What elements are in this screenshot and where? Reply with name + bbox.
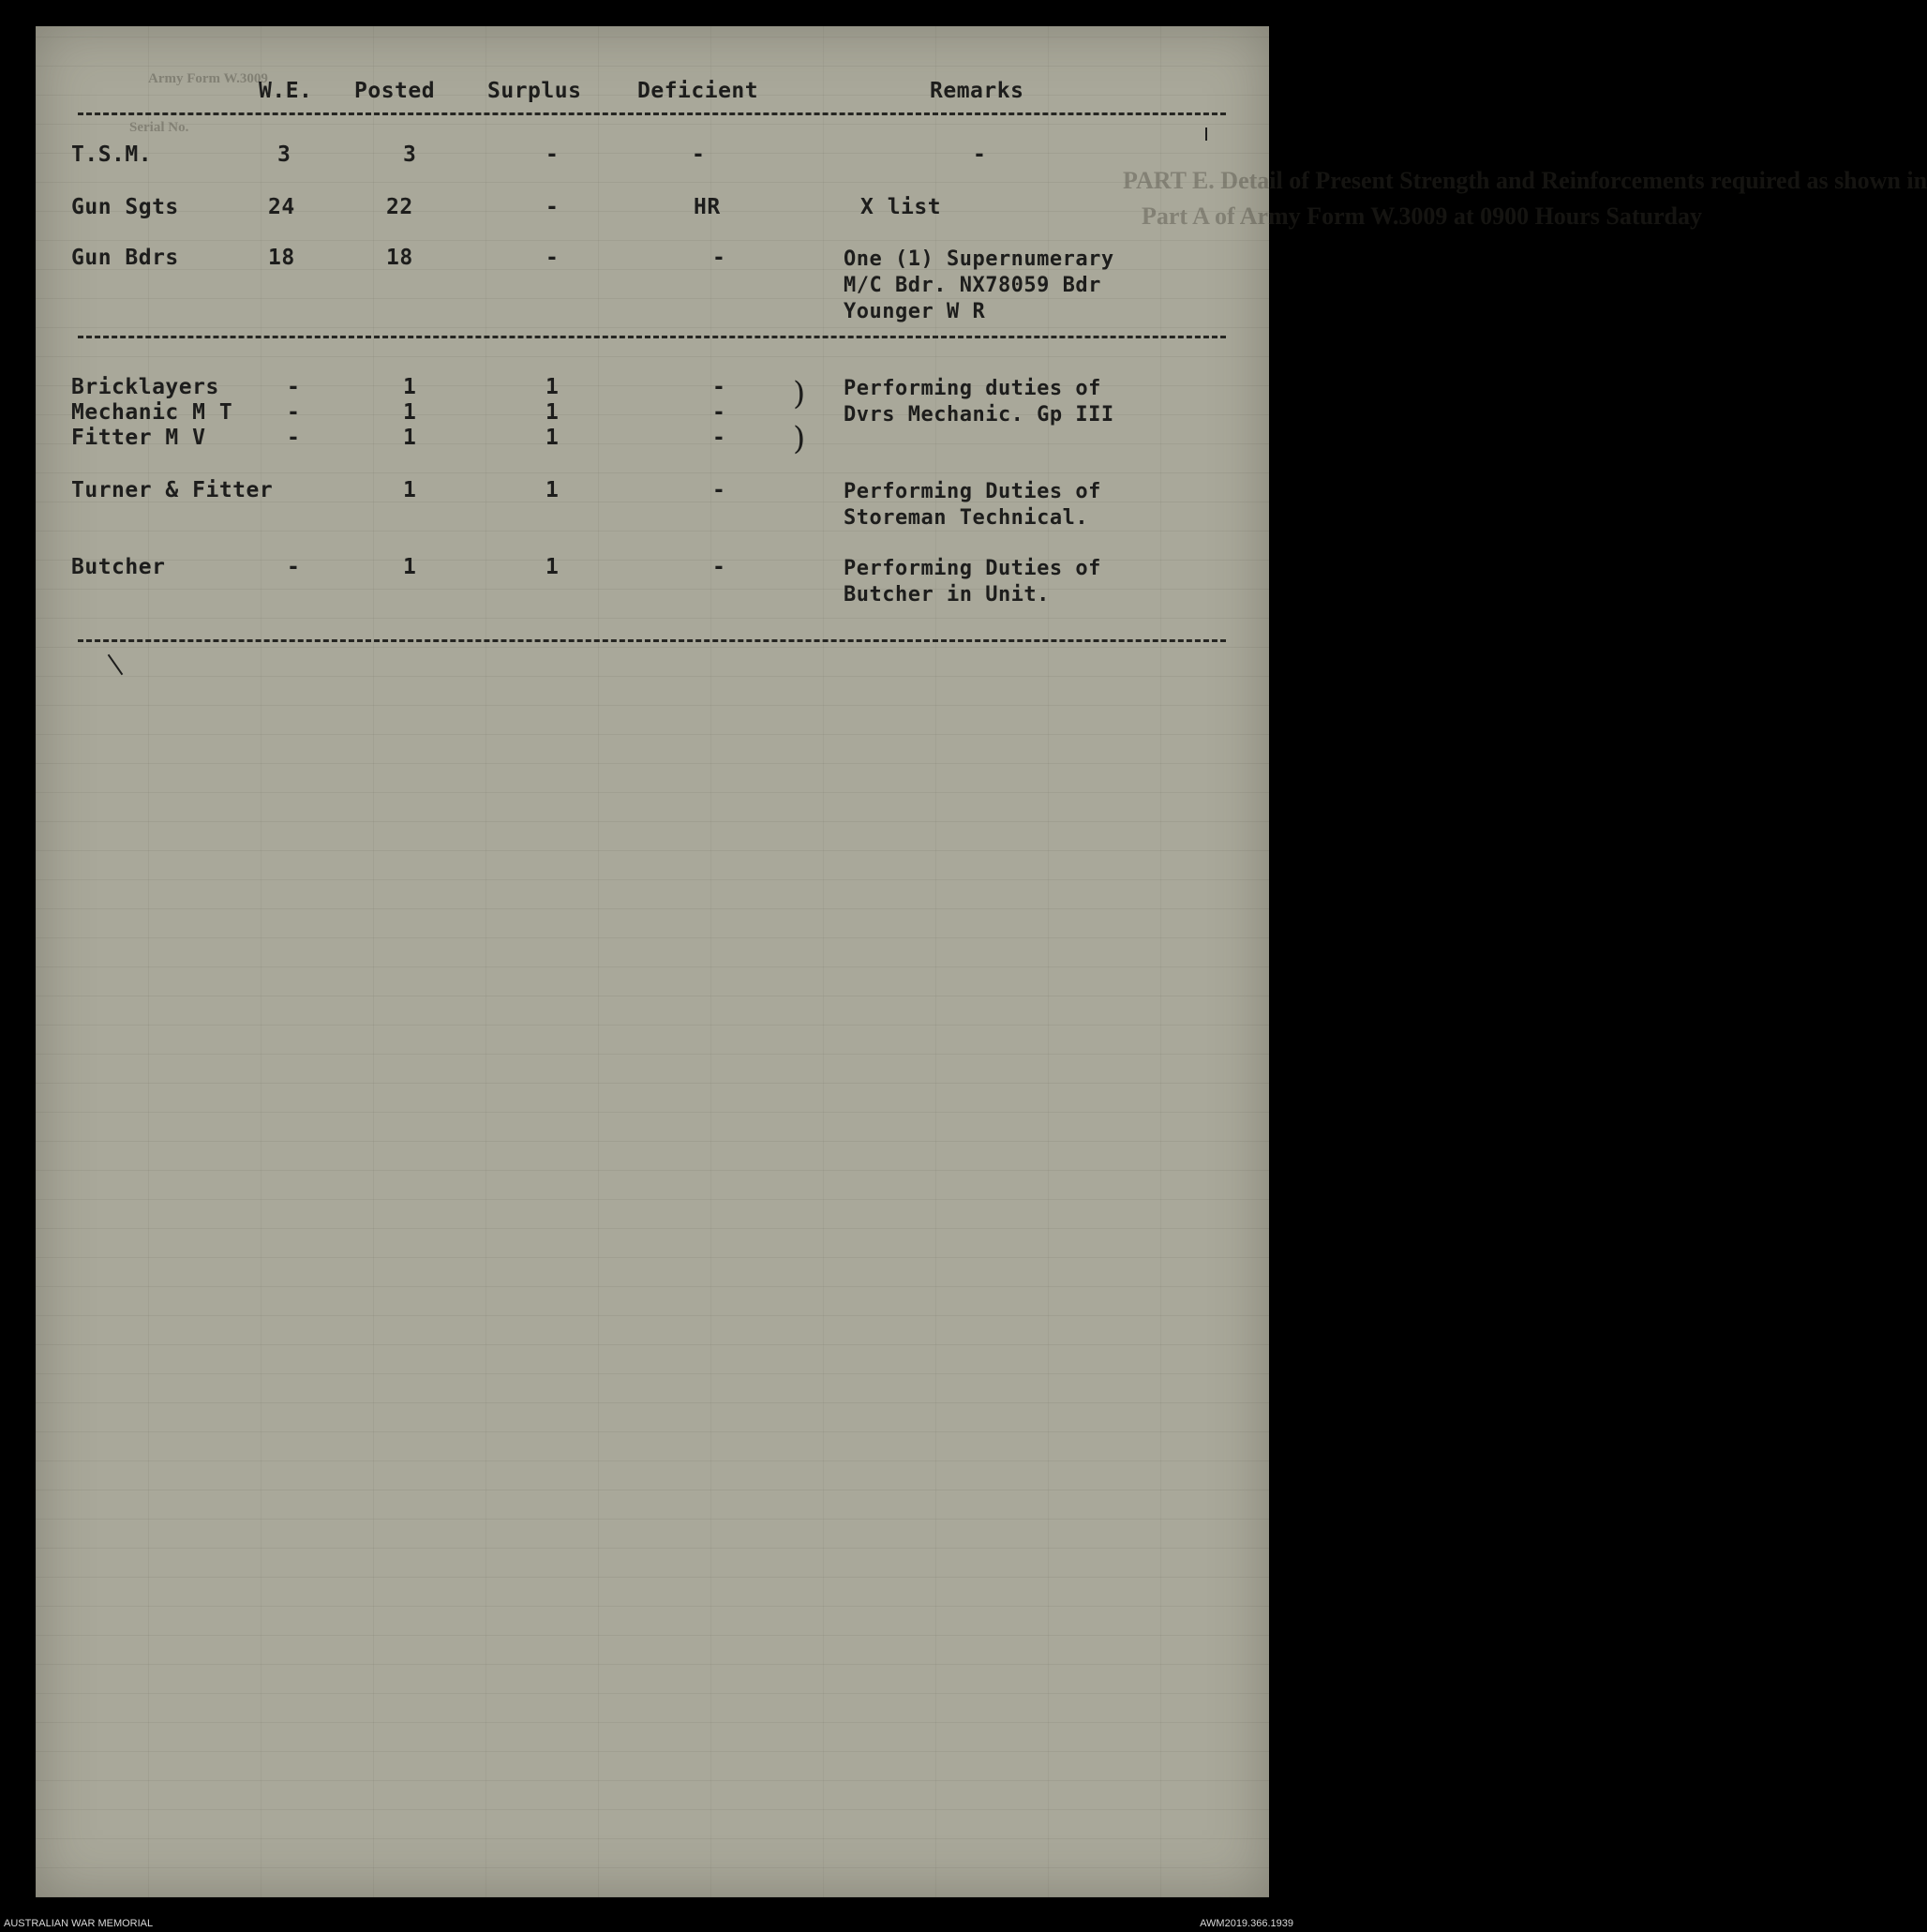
cell-posted: 1	[403, 426, 417, 450]
cell-surplus: -	[545, 246, 560, 270]
group-remarks-line1: Performing duties of	[844, 377, 1101, 400]
row-name-fitter-mv: Fitter M V	[71, 426, 206, 450]
footer-caption-left: AUSTRALIAN WAR MEMORIAL	[4, 1918, 154, 1929]
divider	[78, 336, 1226, 338]
row-name-bricklayers: Bricklayers	[71, 375, 219, 399]
row-name-butcher: Butcher	[71, 555, 166, 579]
header-we: W.E.	[259, 79, 313, 103]
cell-we: -	[287, 426, 301, 450]
cell-posted: 1	[403, 478, 417, 502]
cell-posted: 3	[403, 142, 417, 167]
group-remarks-line2: Dvrs Mechanic. Gp III	[844, 403, 1114, 427]
cell-deficient: -	[712, 246, 726, 270]
cell-we: -	[287, 375, 301, 399]
cell-surplus: 1	[545, 478, 560, 502]
cell-deficient: -	[712, 400, 726, 425]
cell-posted: 18	[386, 246, 413, 270]
brace-bottom: )	[793, 420, 806, 457]
divider	[78, 112, 1226, 115]
butcher-remarks-line1: Performing Duties of	[844, 557, 1101, 580]
row-name-gun-bdrs: Gun Bdrs	[71, 246, 179, 270]
cell-remarks: X list	[860, 195, 942, 219]
cell-deficient: -	[712, 555, 726, 579]
brace-top: )	[793, 375, 806, 412]
divider	[78, 639, 1226, 642]
turner-remarks-line2: Storeman Technical.	[844, 506, 1089, 530]
cell-remarks-line3: Younger W R	[844, 300, 986, 323]
turner-remarks-line1: Performing Duties of	[844, 480, 1101, 503]
cell-surplus: -	[545, 142, 560, 167]
cell-we: -	[287, 400, 301, 425]
cell-we: 18	[268, 246, 295, 270]
row-name-mechanic-mt: Mechanic M T	[71, 400, 233, 425]
header-remarks: Remarks	[930, 79, 1024, 103]
cell-posted: 1	[403, 555, 417, 579]
cell-deficient: HR	[694, 195, 721, 219]
document-sheet	[36, 26, 1927, 1897]
cell-deficient: -	[712, 478, 726, 502]
row-name-tsm: T.S.M.	[71, 142, 153, 167]
cell-surplus: 1	[545, 375, 560, 399]
cell-we: 3	[277, 142, 291, 167]
cell-remarks: -	[973, 142, 987, 167]
cell-surplus: 1	[545, 555, 560, 579]
footer-bar	[0, 1897, 1297, 1932]
bg-serial: Serial No.	[129, 120, 189, 135]
cell-remarks-line2: M/C Bdr. NX78059 Bdr	[844, 274, 1101, 297]
cell-surplus: -	[545, 195, 560, 219]
footer-caption-right: AWM2019.366.1939	[1200, 1918, 1293, 1929]
header-posted: Posted	[354, 79, 436, 103]
cell-posted: 1	[403, 400, 417, 425]
cell-we: 24	[268, 195, 295, 219]
header-deficient: Deficient	[637, 79, 759, 103]
bg-part-title: PART E. Detail of Present Strength and Reinforcements required as shown in	[1123, 167, 1927, 194]
bg-part-sub: Part A of Army Form W.3009 at 0900 Hours Saturday	[1142, 202, 1702, 230]
bg-form-no: Army Form W.3009	[148, 71, 268, 86]
cell-posted: 22	[386, 195, 413, 219]
cell-deficient: -	[692, 142, 706, 167]
cell-remarks-line1: One (1) Supernumerary	[844, 247, 1114, 271]
header-surplus: Surplus	[487, 79, 582, 103]
cell-deficient: -	[712, 426, 726, 450]
cell-surplus: 1	[545, 400, 560, 425]
cell-posted: 1	[403, 375, 417, 399]
row-name-gun-sgts: Gun Sgts	[71, 195, 179, 219]
cell-deficient: -	[712, 375, 726, 399]
cell-we: -	[287, 555, 301, 579]
pen-mark	[108, 654, 124, 675]
butcher-remarks-line2: Butcher in Unit.	[844, 583, 1050, 607]
row-name-turner-fitter: Turner & Fitter	[71, 478, 274, 502]
pen-mark	[1198, 127, 1207, 141]
cell-surplus: 1	[545, 426, 560, 450]
